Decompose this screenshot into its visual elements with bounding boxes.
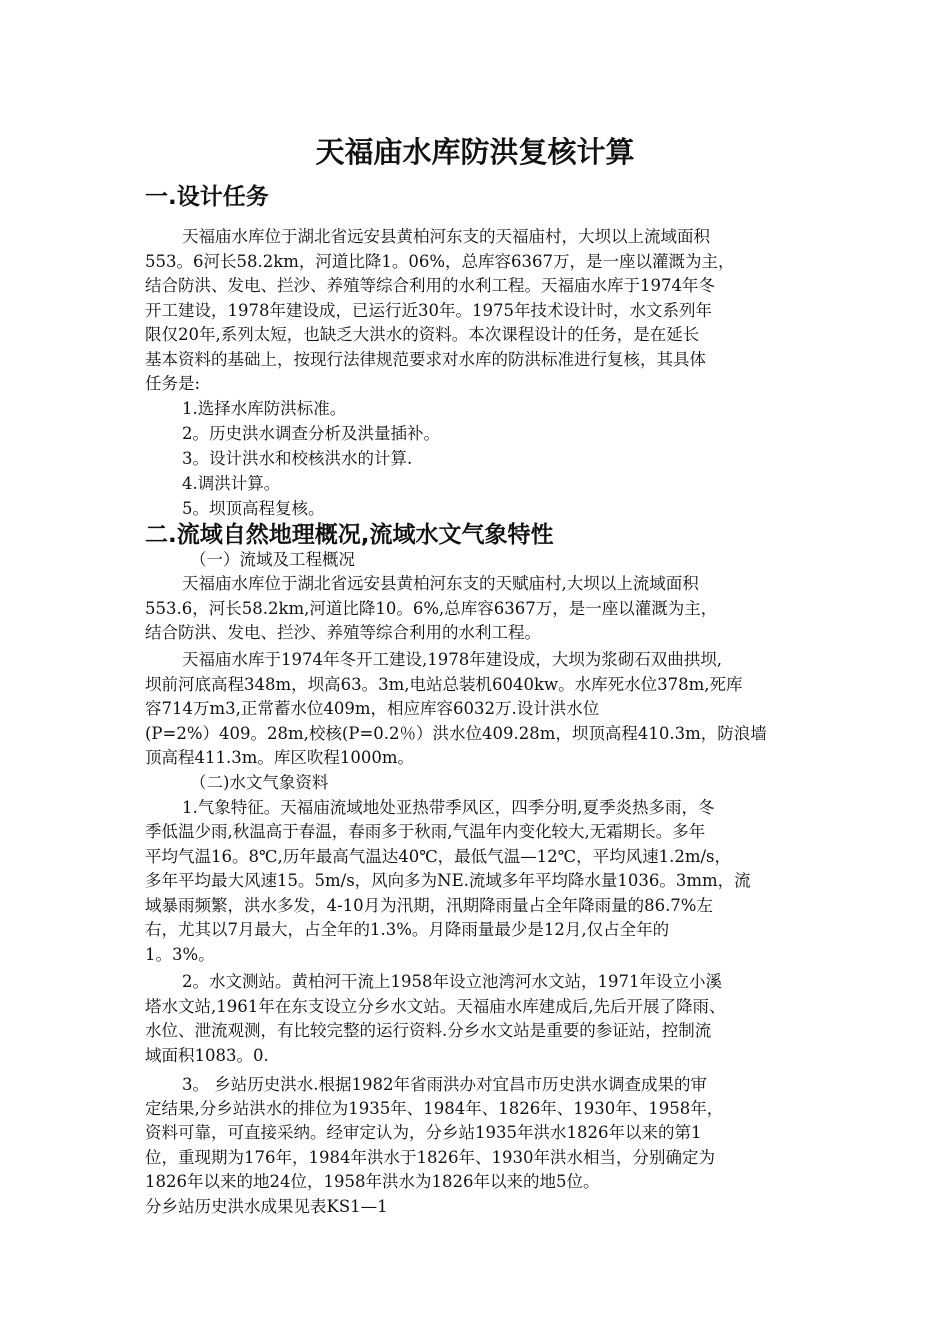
paragraph-line: 任务是: — [145, 374, 201, 393]
paragraph-line: 域面积1083。0. — [145, 1046, 269, 1065]
paragraph-line: 资料可靠，可直接采纳。经审定认为，分乡站1935年洪水1826年以来的第1 — [145, 1123, 702, 1142]
document-title: 天福庙水库防洪复核计算 — [315, 135, 635, 169]
paragraph-line: 天福庙水库于1974年冬开工建设,1978年建设成，大坝为浆砌石双曲拱坝, — [182, 650, 722, 669]
paragraph-line: 结合防洪、发电、拦沙、养殖等综合利用的水利工程。天福庙水库于1974年冬 — [145, 276, 715, 295]
paragraph-line: 结合防洪、发电、拦沙、养殖等综合利用的水利工程。 — [145, 623, 541, 642]
paragraph-line: 开工建设，1978年建设成，已运行近30年。1975年技术设计时，水文系列年 — [145, 301, 712, 320]
paragraph-line: 右，尤其以7月最大，占全年的1.3%。月降雨量最少是12月,仅占全年的 — [145, 920, 670, 939]
section-2-heading: 二.流域自然地理概况,流域水文气象特性 — [145, 522, 554, 548]
task-item: 5。坝顶高程复核。 — [182, 499, 325, 518]
paragraph-line: 3。 乡站历史洪水.根据1982年省雨洪办对宜昌市历史洪水调查成果的审 — [182, 1075, 707, 1094]
paragraph-line: 平均气温16。8℃,历年最高气温达40℃，最低气温—12℃，平均风速1.2m/s， — [145, 847, 732, 866]
paragraph-line: 天福庙水库位于湖北省远安县黄柏河东支的天福庙村，大坝以上流域面积 — [182, 227, 710, 246]
paragraph-line: 位，重现期为176年，1984年洪水于1826年、1930年洪水相当，分别确定为 — [145, 1148, 715, 1167]
paragraph-line: 限仅20年,系列太短，也缺乏大洪水的资料。本次课程设计的任务，是在延长 — [145, 325, 700, 344]
paragraph-line: 季低温少雨,秋温高于春温，春雨多于秋雨,气温年内变化较大,无霜期长。多年 — [145, 822, 706, 841]
subsection-heading: （一）流域及工程概况 — [190, 550, 355, 569]
task-item: 1.选择水库防洪标准。 — [182, 399, 347, 418]
paragraph-line: 天福庙水库位于湖北省远安县黄柏河东支的天赋庙村,大坝以上流域面积 — [182, 574, 699, 593]
paragraph-line: 水位、泄流观测，有比较完整的运行资料.分乡水文站是重要的参证站，控制流 — [145, 1021, 712, 1040]
paragraph-line: 定结果,分乡站洪水的排位为1935年、1984年、1826年、1930年、1958年， — [145, 1099, 724, 1118]
subsection-heading: （二)水文气象资料 — [190, 773, 329, 792]
paragraph-line: 多年平均最大风速15。5m/s，风向多为NE.流域多年平均降水量1036。3mm，流 — [145, 871, 751, 890]
paragraph-line: 1。3%。 — [145, 945, 215, 964]
paragraph-line: 基本资料的基础上，按现行法律规范要求对水库的防洪标准进行复核，其具体 — [145, 350, 706, 369]
table-reference: 分乡站历史洪水成果见表KS1—1 — [145, 1197, 388, 1216]
paragraph-line: 1826年以来的地24位，1958年洪水为1826年以来的地5位。 — [145, 1172, 600, 1191]
section-1-heading: 一.设计任务 — [145, 184, 269, 210]
task-item: 4.调洪计算。 — [182, 474, 281, 493]
paragraph-line: 顶高程411.3m。库区吹程1000m。 — [145, 748, 415, 767]
task-item: 3。设计洪水和校核洪水的计算. — [182, 449, 413, 468]
paragraph-line: 553.6，河长58.2km,河道比降10。6%,总库容6367万，是一座以灌溉为主， — [145, 599, 718, 618]
paragraph-line: 容714万m3,正常蓄水位409m，相应库容6032万.设计洪水位 — [145, 699, 600, 718]
paragraph-line: 553。6河长58.2km，河道比降1。06%，总库容6367万，是一座以灌溉为主， — [145, 252, 735, 271]
paragraph-line: 2。水文测站。黄柏河干流上1958年设立池湾河水文站，1971年设立小溪 — [182, 972, 722, 991]
task-item: 2。历史洪水调查分析及洪量插补。 — [182, 424, 440, 443]
paragraph-line: (P=2%）409。28m,校核(P=0.2％）洪水位409.28m，坝顶高程410.3m，防浪墙 — [145, 724, 767, 743]
paragraph-line: 坝前河底高程348m，坝高63。3m,电站总装机6040kw。水库死水位378m,死库 — [145, 675, 743, 694]
paragraph-line: 域暴雨频繁，洪水多发，4-10月为汛期，汛期降雨量占全年降雨量的86.7%左 — [145, 896, 713, 915]
paragraph-line: 1.气象特征。天福庙流域地处亚热带季风区，四季分明,夏季炎热多雨，冬 — [182, 798, 715, 817]
paragraph-line: 塔水文站,1961年在东支设立分乡水文站。天福庙水库建成后,先后开展了降雨、 — [145, 997, 726, 1016]
